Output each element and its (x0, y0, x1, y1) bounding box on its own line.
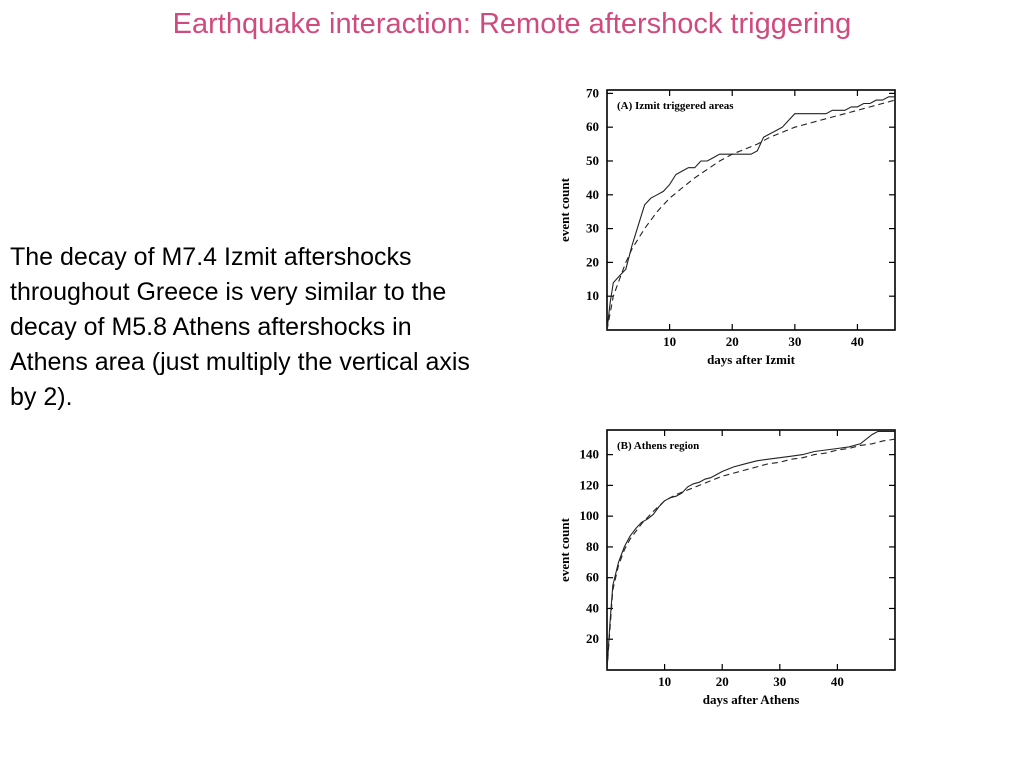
panel-title: (A) Izmit triggered areas (617, 100, 734, 112)
y-tick-label: 60 (586, 119, 599, 135)
y-tick-label: 10 (586, 288, 599, 304)
chart-izmit (545, 80, 905, 380)
y-tick-label: 40 (586, 186, 599, 202)
series-dashed-line (607, 439, 895, 670)
series-dashed-line (607, 100, 895, 330)
plot-frame (607, 90, 895, 330)
y-tick-label: 70 (586, 85, 599, 101)
y-tick-label: 30 (586, 220, 599, 236)
x-axis-label: days after Athens (702, 692, 800, 707)
x-tick-label: 10 (663, 334, 677, 349)
panel-title: (B) Athens region (617, 440, 700, 452)
x-tick-label: 30 (773, 674, 787, 689)
slide-title: Earthquake interaction: Remote aftershock triggering (172, 8, 852, 40)
y-tick-label: 40 (586, 600, 599, 616)
x-tick-label: 40 (830, 674, 844, 689)
y-tick-label: 100 (579, 508, 599, 524)
y-axis-label: event count (557, 518, 572, 582)
x-tick-label: 10 (658, 674, 672, 689)
y-tick-label: 60 (586, 569, 599, 585)
slide-body-text: The decay of M7.4 Izmit aftershocks throughout Greece is very similar to the decay of M5.8 Athens aftershocks in Athens area (just multiply the vertical axis by 2). (10, 243, 470, 411)
x-axis-label: days after Izmit (707, 352, 795, 367)
y-tick-label: 140 (579, 446, 599, 462)
y-tick-label: 20 (586, 254, 599, 270)
x-tick-label: 20 (725, 334, 739, 349)
y-tick-label: 50 (586, 152, 599, 168)
x-tick-label: 20 (715, 674, 729, 689)
y-tick-label: 20 (586, 631, 599, 647)
y-tick-label: 120 (579, 477, 599, 493)
y-axis-label: event count (557, 178, 572, 242)
x-tick-label: 40 (850, 334, 864, 349)
x-tick-label: 30 (788, 334, 802, 349)
series-solid-line (607, 432, 895, 671)
plot-frame (607, 430, 895, 670)
y-tick-label: 80 (586, 538, 599, 554)
chart-athens (545, 420, 905, 720)
series-solid-line (607, 97, 895, 330)
